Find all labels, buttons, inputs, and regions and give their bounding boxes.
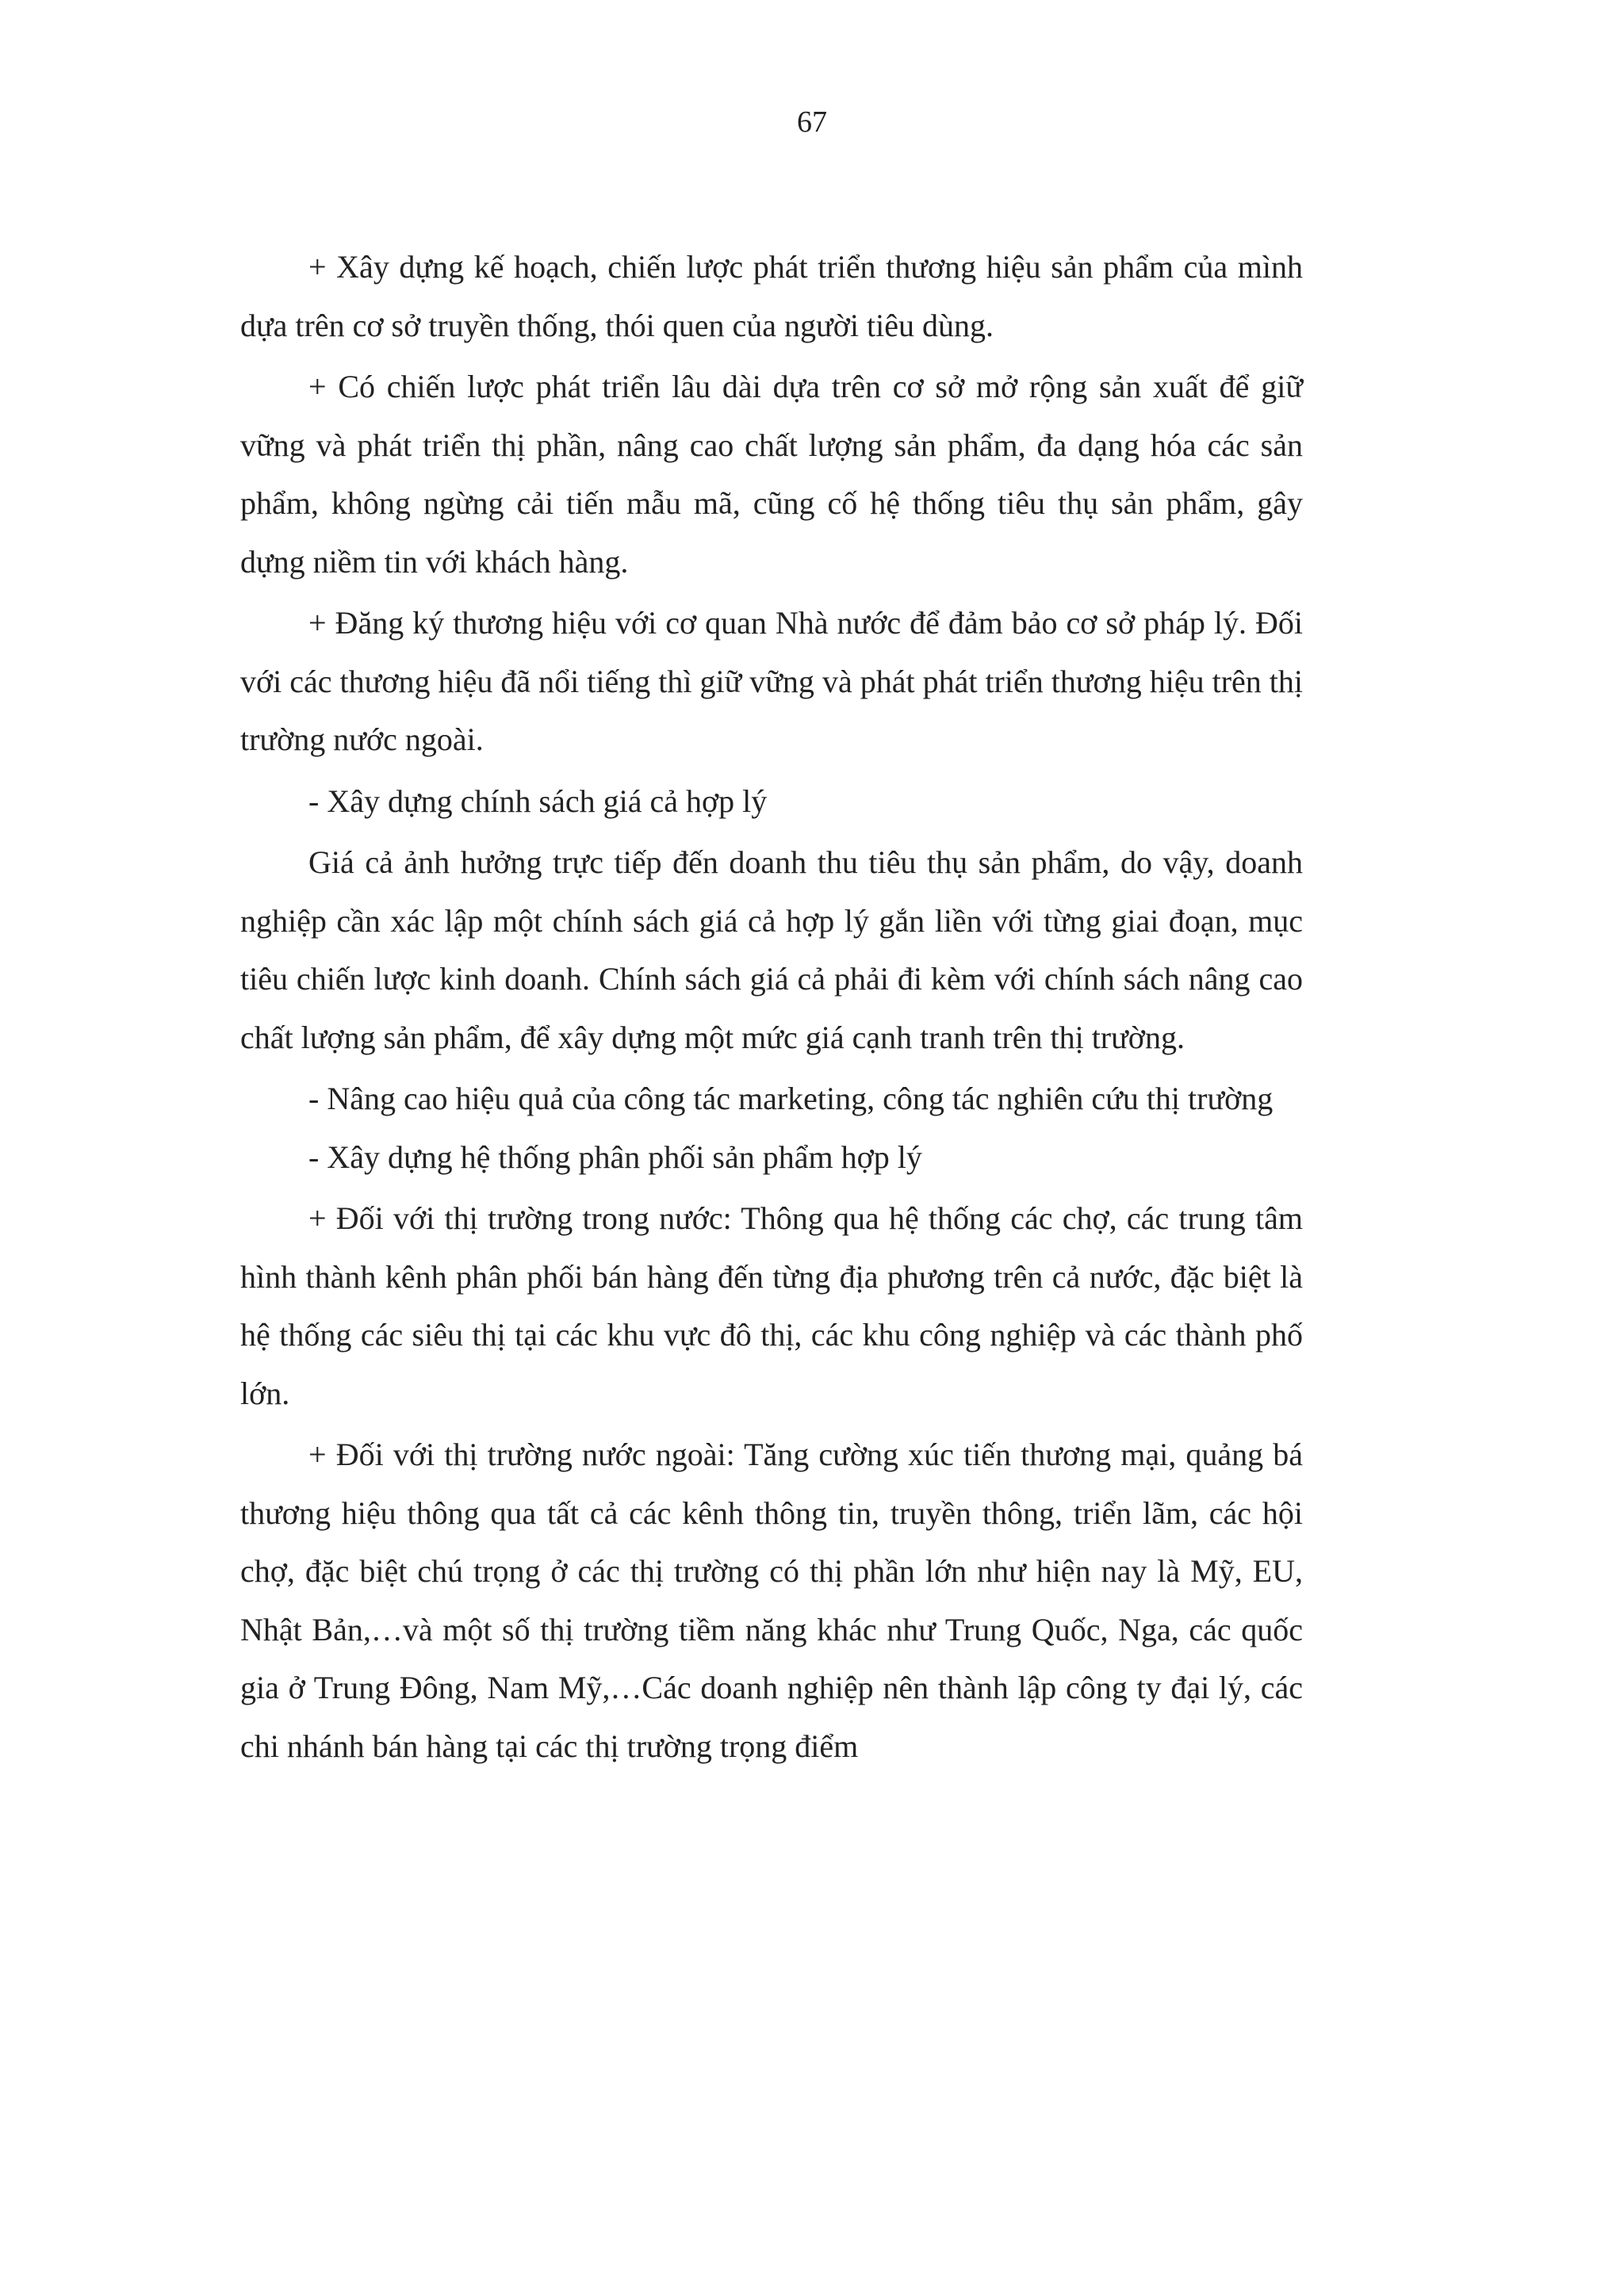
paragraph-pricing-detail: Giá cả ảnh hưởng trực tiếp đến doanh thu tiêu thụ sản phẩm, do vậy, doanh nghiệp cần xác lập một chính sách giá cả hợp lý gắn liền với từng giai đoạn, mục tiêu chiến lược kinh doanh. Chính sách giá cả phải đi kèm với chính sách nâng cao chất lượng sản phẩm, để xây dựng một mức giá cạnh tranh trên thị trường. [240,844,1303,1055]
paragraph-brand-plan: + Xây dựng kế hoạch, chiến lược phát triển thương hiệu sản phẩm của mình dựa trên cơ sở truyền thống, thói quen của người tiêu dùng. [240,249,1303,343]
document-body [240,238,1303,1775]
paragraph-domestic-market: + Đối với thị trường trong nước: Thông qua hệ thống các chợ, các trung tâm hình thành kênh phân phối bán hàng đến từng địa phương trên cả nước, đặc biệt là hệ thống các siêu thị tại các khu vực đô thị, các khu công nghiệp và các thành phố lớn. [240,1200,1303,1411]
heading-marketing: - Nâng cao hiệu quả của công tác marketing, công tác nghiên cứu thị trường [308,1081,1274,1116]
paragraph-foreign-market: + Đối với thị trường nước ngoài: Tăng cường xúc tiến thương mại, quảng bá thương hiệu thông qua tất cả các kênh thông tin, truyền thông, triển lãm, các hội chợ, đặc biệt chú trọng ở các thị trường có thị phần lớn như hiện nay là Mỹ, EU, Nhật Bản,…và một số thị trường tiềm năng khác như Trung Quốc, Nga, các quốc gia ở Trung Đông, Nam Mỹ,…Các doanh nghiệp nên thành lập công ty đại lý, các chi nhánh bán hàng tại các thị trường trọng điểm [240,1437,1303,1764]
heading-pricing-policy: - Xây dựng chính sách giá cả hợp lý [308,783,768,819]
paragraph-brand-registration: + Đăng ký thương hiệu với cơ quan Nhà nước để đảm bảo cơ sở pháp lý. Đối với các thương hiệu đã nổi tiếng thì giữ vững và phát phát triển thương hiệu trên thị trường nước ngoài. [240,605,1303,757]
paragraph-long-term-strategy: + Có chiến lược phát triển lâu dài dựa trên cơ sở mở rộng sản xuất để giữ vững và phát triển thị phần, nâng cao chất lượng sản phẩm, đa dạng hóa các sản phẩm, không ngừng cải tiến mẫu mã, cũng cố hệ thống tiêu thụ sản phẩm, gây dựng niềm tin với khách hàng. [240,369,1303,580]
page-number: 67 [797,105,827,139]
heading-distribution: - Xây dựng hệ thống phân phối sản phẩm hợp lý [308,1138,922,1175]
